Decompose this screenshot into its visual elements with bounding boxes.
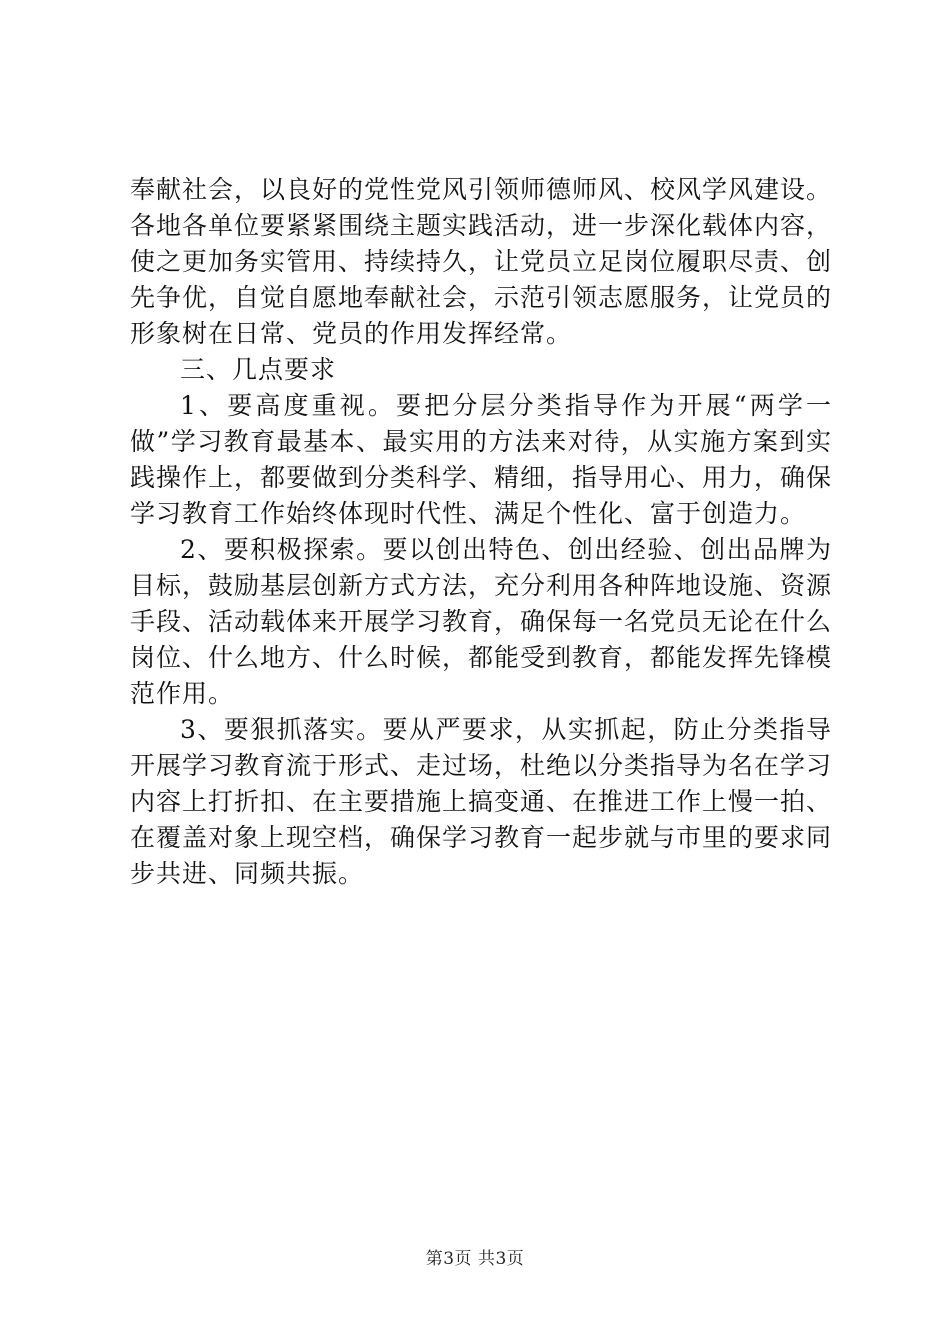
paragraph-requirement-3: 3、要狠抓落实。要从严要求，从实抓起，防止分类指导开展学习教育流于形式、走过场，杜绝以分类指导为名在学习内容上打折扣、在主要措施上搞变通、在推进工作上慢一拍、在覆盖对象上现空档，确保学习教育一起步就与市里的要求同步共进、同频共振。: [130, 715, 833, 888]
paragraph-requirement-2: 2、要积极探索。要以创出特色、创出经验、创出品牌为目标，鼓励基层创新方式方法，充分利用各种阵地设施、资源手段、活动载体来开展学习教育，确保每一名党员无论在什么岗位、什么地方、什么时候，都能受到教育，都能发挥先锋模范作用。: [130, 535, 833, 708]
page-number-footer: 第3页 共3页: [425, 1249, 525, 1269]
paragraph-continuation: 奉献社会，以良好的党性党风引领师德师风、校风学风建设。各地各单位要紧紧围绕主题实践活动，进一步深化载体内容，使之更加务实管用、持续持久，让党员立足岗位履职尽责、创先争优，自觉自愿地奉献社会，示范引领志愿服务，让党员的形象树在日常、党员的作用发挥经常。: [130, 175, 833, 348]
paragraph-requirement-1: 1、要高度重视。要把分层分类指导作为开展“两学一做”学习教育最基本、最实用的方法来对待，从实施方案到实践操作上，都要做到分类科学、精细，指导用心、用力，确保学习教育工作始终体现时代性、满足个性化、富于创造力。: [130, 391, 833, 528]
section-heading: 三、几点要求: [180, 355, 337, 384]
document-body: [130, 172, 832, 892]
